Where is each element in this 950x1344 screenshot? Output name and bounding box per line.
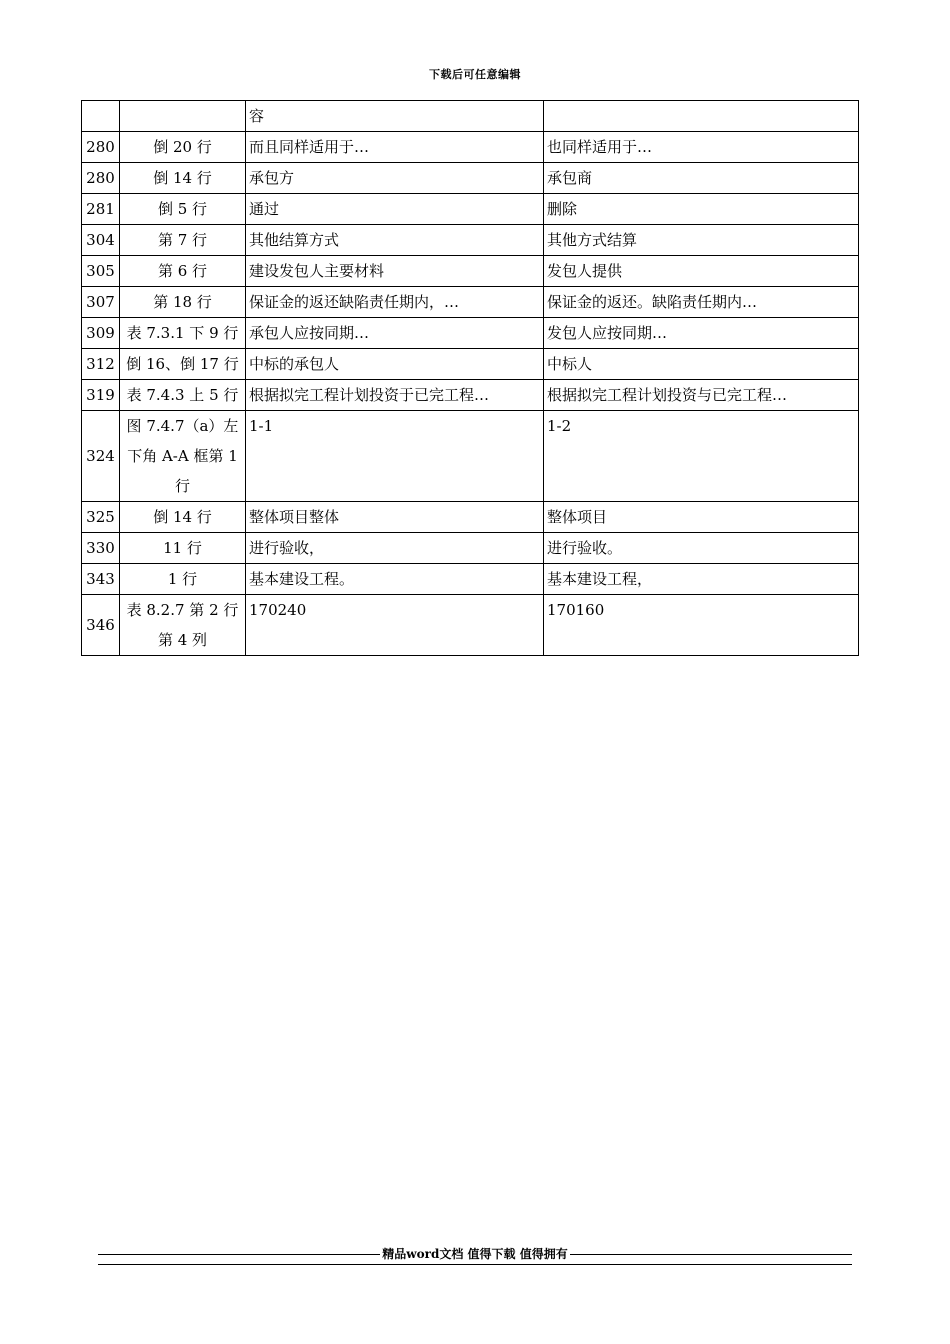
location-cell: 第 18 行 — [120, 287, 246, 318]
location-cell: 第 6 行 — [120, 256, 246, 287]
location-cell: 第 7 行 — [120, 225, 246, 256]
errata-table — [81, 100, 859, 656]
location-cell: 倒 16、倒 17 行 — [120, 349, 246, 380]
table-row — [82, 287, 859, 318]
location-cell: 倒 5 行 — [120, 194, 246, 225]
page-number-cell: 346 — [82, 595, 120, 656]
footer-rule-bottom — [98, 1264, 852, 1265]
original-text-cell: 而且同样适用于… — [246, 132, 544, 163]
original-text-cell: 通过 — [246, 194, 544, 225]
page-number-cell: 280 — [82, 132, 120, 163]
page-number-cell: 281 — [82, 194, 120, 225]
table-row — [82, 225, 859, 256]
original-text-cell: 1-1 — [246, 411, 544, 502]
original-text-cell: 进行验收， — [246, 533, 544, 564]
location-cell: 表 8.2.7 第 2 行第 4 列 — [120, 595, 246, 656]
table-row — [82, 502, 859, 533]
table-row — [82, 533, 859, 564]
location-cell: 表 7.3.1 下 9 行 — [120, 318, 246, 349]
page-number-cell — [82, 101, 120, 132]
page-number-cell: 330 — [82, 533, 120, 564]
table-row — [82, 194, 859, 225]
location-cell: 表 7.4.3 上 5 行 — [120, 380, 246, 411]
corrected-text-cell: 170160 — [544, 595, 859, 656]
original-text-cell: 承包人应按同期… — [246, 318, 544, 349]
footer-label: 精品word文档 值得下载 值得拥有 — [382, 1247, 568, 1261]
corrected-text-cell: 进行验收。 — [544, 533, 859, 564]
corrected-text-cell: 发包人应按同期… — [544, 318, 859, 349]
table-row — [82, 411, 859, 502]
page-number-cell: 305 — [82, 256, 120, 287]
original-text-cell: 170240 — [246, 595, 544, 656]
location-cell: 倒 20 行 — [120, 132, 246, 163]
page-number-cell: 280 — [82, 163, 120, 194]
corrected-text-cell: 1-2 — [544, 411, 859, 502]
original-text-cell: 承包方 — [246, 163, 544, 194]
table-row — [82, 318, 859, 349]
corrected-text-cell: 其他方式结算 — [544, 225, 859, 256]
original-text-cell: 中标的承包人 — [246, 349, 544, 380]
original-text-cell: 建设发包人主要材料 — [246, 256, 544, 287]
table-row — [82, 101, 859, 132]
corrected-text-cell: 整体项目 — [544, 502, 859, 533]
corrected-text-cell: 也同样适用于… — [544, 132, 859, 163]
corrected-text-cell: 发包人提供 — [544, 256, 859, 287]
corrected-text-cell: 承包商 — [544, 163, 859, 194]
page-number-cell: 319 — [82, 380, 120, 411]
location-cell: 11 行 — [120, 533, 246, 564]
table-row — [82, 132, 859, 163]
table-row — [82, 163, 859, 194]
location-cell: 倒 14 行 — [120, 163, 246, 194]
page-number-cell: 312 — [82, 349, 120, 380]
original-text-cell: 整体项目整体 — [246, 502, 544, 533]
page-number-cell: 309 — [82, 318, 120, 349]
page-number-cell: 324 — [82, 411, 120, 502]
corrected-text-cell: 删除 — [544, 194, 859, 225]
footer-text — [98, 1245, 852, 1263]
page-number-cell: 325 — [82, 502, 120, 533]
table-row — [82, 564, 859, 595]
location-cell — [120, 101, 246, 132]
table-row — [82, 349, 859, 380]
page-number-cell: 304 — [82, 225, 120, 256]
corrected-text-cell — [544, 101, 859, 132]
corrected-text-cell: 基本建设工程， — [544, 564, 859, 595]
location-cell: 1 行 — [120, 564, 246, 595]
table-row — [82, 256, 859, 287]
original-text-cell: 容 — [246, 101, 544, 132]
original-text-cell: 基本建设工程。 — [246, 564, 544, 595]
page-number-cell: 343 — [82, 564, 120, 595]
original-text-cell: 保证金的返还缺陷责任期内，… — [246, 287, 544, 318]
corrected-text-cell: 保证金的返还。缺陷责任期内… — [544, 287, 859, 318]
corrected-text-cell: 根据拟完工程计划投资与已完工程… — [544, 380, 859, 411]
table-row — [82, 380, 859, 411]
page-number-cell: 307 — [82, 287, 120, 318]
corrected-text-cell: 中标人 — [544, 349, 859, 380]
table-row — [82, 595, 859, 656]
page-header: 下载后可任意编辑 — [429, 68, 521, 81]
original-text-cell: 根据拟完工程计划投资于已完工程… — [246, 380, 544, 411]
original-text-cell: 其他结算方式 — [246, 225, 544, 256]
location-cell: 图 7.4.7（a）左下角 A-A 框第 1 行 — [120, 411, 246, 502]
location-cell: 倒 14 行 — [120, 502, 246, 533]
